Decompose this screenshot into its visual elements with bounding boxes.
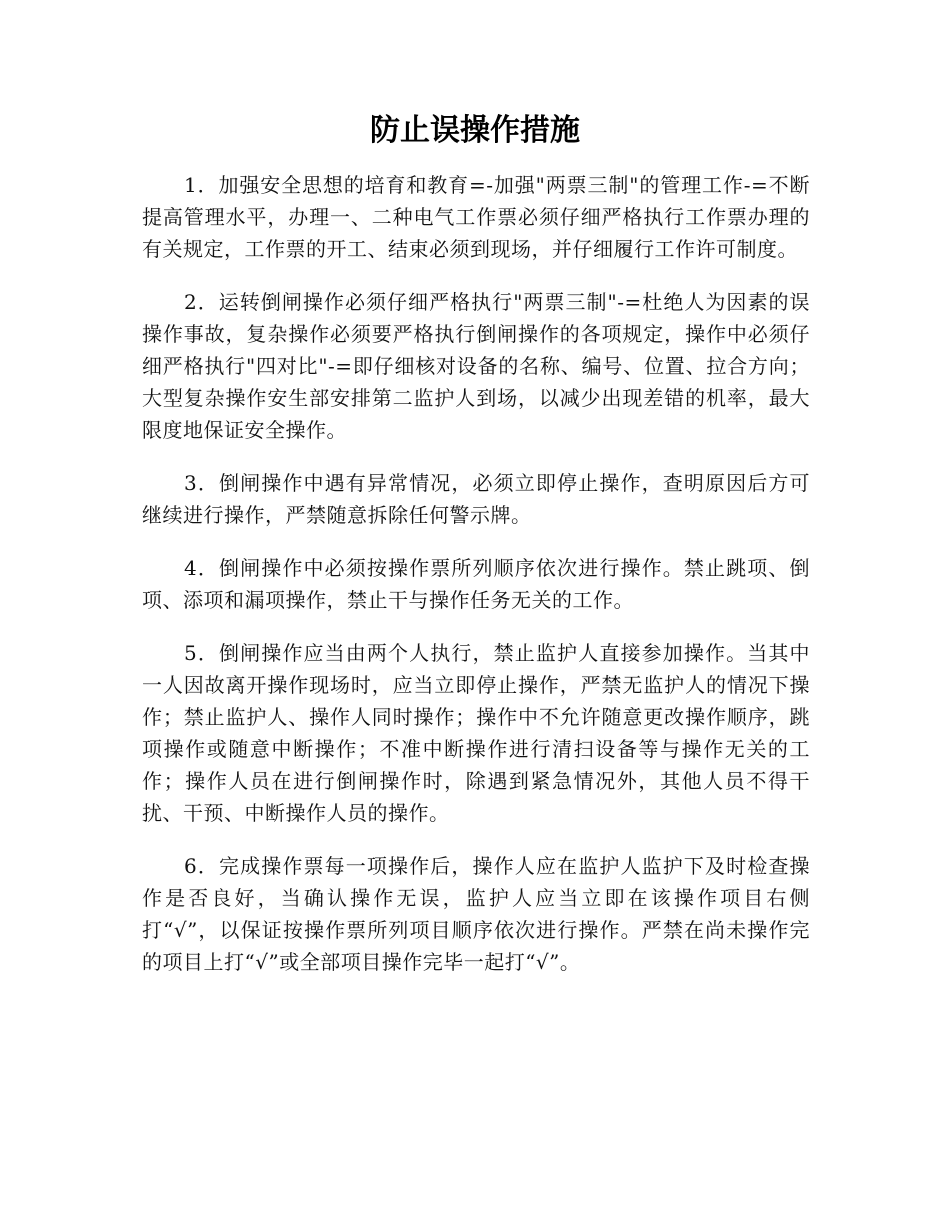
paragraph-2: 2．运转倒闸操作必须仔细严格执行"两票三制"-=杜绝人为因素的误操作事故，复杂操作必须要严格执行倒闸操作的各项规定，操作中必须仔细严格执行"四对比"-=即仔细核对设备的名称、编号、位置、拉合方向；大型复杂操作安生部安排第二监护人到场，以减少出现差错的机率，最大限度地保证安全操作。 <box>142 290 810 442</box>
paragraph-3: 3．倒闸操作中遇有异常情况，必须立即停止操作，查明原因后方可继续进行操作，严禁随意拆除任何警示牌。 <box>142 471 810 527</box>
paragraph-6: 6．完成操作票每一项操作后，操作人应在监护人监护下及时检查操作是否良好，当确认操作无误，监护人应当立即在该操作项目右侧打“√”，以保证按操作票所列项目顺序依次进行操作。严禁在尚未操作完的项目上打“√”或全部项目操作完毕一起打“√”。 <box>142 854 810 974</box>
paragraph-4: 4．倒闸操作中必须按操作票所列顺序依次进行操作。禁止跳项、倒项、添项和漏项操作，禁止干与操作任务无关的工作。 <box>142 556 810 612</box>
paragraph-1: 1．加强安全思想的培育和教育=-加强"两票三制"的管理工作-=不断提高管理水平，办理一、二种电气工作票必须仔细严格执行工作票办理的有关规定，工作票的开工、结束必须到现场，并仔细履行工作许可制度。 <box>142 173 810 261</box>
paragraph-5: 5．倒闸操作应当由两个人执行，禁止监护人直接参加操作。当其中一人因故离开操作现场时，应当立即停止操作，严禁无监护人的情况下操作；禁止监护人、操作人同时操作；操作中不允许随意更改操作顺序，跳项操作或随意中断操作；不准中断操作进行清扫设备等与操作无关的工作；操作人员在进行倒闸操作时，除遇到紧急情况外，其他人员不得干扰、干预、中断操作人员的操作。 <box>142 641 810 825</box>
document-title: 防止误操作措施 <box>370 113 580 148</box>
document-body <box>142 169 810 999</box>
